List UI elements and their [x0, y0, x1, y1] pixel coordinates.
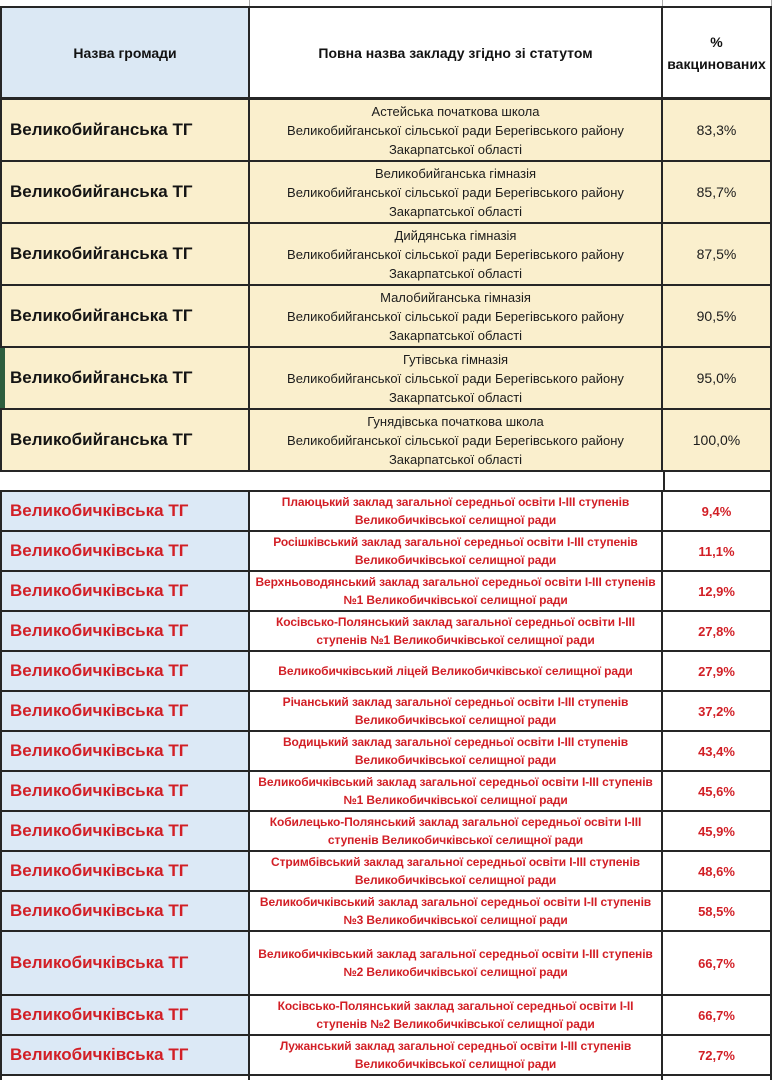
community-name-cell: Великобичківська ТГ [0, 692, 250, 730]
table-row [0, 532, 772, 572]
institution-name-line: Водицький заклад загальної середньої освіти І-ІІІ ступенів [282, 735, 629, 749]
header-row [0, 6, 772, 100]
table-row [0, 286, 772, 348]
institution-name-cell [250, 732, 663, 770]
table-row [0, 492, 772, 532]
community-name-cell: Великобичківська ТГ [0, 572, 250, 610]
table-row [0, 612, 772, 652]
percent-vaccinated-cell: 66,7% [663, 932, 772, 994]
institution-name-line: Косівсько-Полянський заклад загальної середньої освіти І-ІІІ [276, 615, 635, 629]
institution-name-cell [250, 772, 663, 810]
institution-name-line: Закарпатської області [388, 265, 523, 281]
section-velykobychkivska-tg [0, 492, 772, 1076]
table-row [0, 852, 772, 892]
table-row [0, 892, 772, 932]
institution-name-cell [250, 852, 663, 890]
community-name-cell: Великобийганська ТГ [0, 286, 250, 346]
institution-name-line: Великобийганської сільської ради Берегівського району [287, 432, 624, 448]
community-name-cell: Великобичківська ТГ [0, 772, 250, 810]
column-header-institution: Повна назва закладу згідно зі статутом [250, 8, 663, 97]
community-name-cell: Великобичківська ТГ [0, 812, 250, 850]
institution-name-line: Великобийганської сільської ради Берегівського району [287, 308, 624, 324]
cutoff-cell [0, 1076, 250, 1080]
community-name-cell: Великобийганська ТГ [0, 410, 250, 470]
table-row [0, 812, 772, 852]
institution-name-cell [250, 410, 663, 470]
institution-name-line: Великобичківської селищної ради [354, 1057, 557, 1071]
institution-name-line: Великобийганської сільської ради Берегівського району [287, 246, 624, 262]
community-name-cell: Великобийганська ТГ [0, 224, 250, 284]
institution-name-line: Закарпатської області [388, 389, 523, 405]
cutoff-cell [663, 1076, 772, 1080]
institution-name-line: Річанський заклад загальної середньої освіти І-ІІІ ступенів [282, 695, 629, 709]
institution-name-line: Закарпатської області [388, 327, 523, 343]
table-row [0, 224, 772, 286]
institution-name-line: Лужанський заклад загальної середньої освіти І-ІІІ ступенів [279, 1039, 632, 1053]
institution-name-line: Гутівська гімназія [402, 351, 509, 367]
percent-vaccinated-cell: 90,5% [663, 286, 772, 346]
cutoff-cell [250, 1076, 663, 1080]
institution-name-line: Великобичківський заклад загальної середньої освіти І-ІІІ ступенів [258, 775, 653, 789]
percent-vaccinated-cell: 66,7% [663, 996, 772, 1034]
cutoff-cell [0, 0, 250, 6]
percent-vaccinated-cell: 95,0% [663, 348, 772, 408]
community-name-cell: Великобичківська ТГ [0, 996, 250, 1034]
cutoff-row-bottom [0, 1076, 772, 1080]
institution-name-line: Закарпатської області [388, 141, 523, 157]
institution-name-cell [250, 612, 663, 650]
institution-name-cell [250, 532, 663, 570]
institution-name-line: №2 Великобичківської селищної ради [343, 965, 568, 979]
section-velykobyiganska-tg [0, 100, 772, 472]
institution-name-line: Плаюцький заклад загальної середньої освіти І-ІІІ ступенів [281, 495, 630, 509]
community-name-cell: Великобичківська ТГ [0, 852, 250, 890]
institution-name-line: Закарпатської області [388, 203, 523, 219]
institution-name-line: Косівсько-Полянський заклад загальної середньої освіти І-ІІ [277, 999, 634, 1013]
table-row [0, 732, 772, 772]
percent-vaccinated-cell: 9,4% [663, 492, 772, 530]
community-name-cell: Великобийганська ТГ [0, 348, 250, 408]
percent-vaccinated-cell: 83,3% [663, 100, 772, 160]
community-name-cell: Великобичківська ТГ [0, 732, 250, 770]
institution-name-cell [250, 348, 663, 408]
institution-name-line: Великобичківський заклад загальної середньої освіти І-ІІІ ступенів [258, 947, 653, 961]
institution-name-cell [250, 996, 663, 1034]
percent-vaccinated-cell: 48,6% [663, 852, 772, 890]
table-row [0, 996, 772, 1036]
column-header-community: Назва громади [0, 8, 250, 97]
institution-name-line: №1 Великобичківської селищної ради [343, 593, 568, 607]
institution-name-line: Дийдянська гімназія [394, 227, 517, 243]
percent-vaccinated-cell: 12,9% [663, 572, 772, 610]
institution-name-line: Великобийганської сільської ради Берегівського району [287, 370, 624, 386]
institution-name-line: Закарпатської області [388, 451, 523, 467]
percent-vaccinated-cell: 72,7% [663, 1036, 772, 1074]
percent-vaccinated-cell: 27,9% [663, 652, 772, 690]
institution-name-line: Великобийганської сільської ради Берегівського району [287, 184, 624, 200]
cutoff-row-top [0, 0, 772, 6]
table-row [0, 162, 772, 224]
institution-name-line: Верхньоводянський заклад загальної середньої освіти І-ІІІ ступенів [255, 575, 656, 589]
community-name-cell: Великобичківська ТГ [0, 892, 250, 930]
percent-vaccinated-cell: 58,5% [663, 892, 772, 930]
institution-name-line: Гунядівська початкова школа [367, 413, 544, 429]
percent-vaccinated-cell: 100,0% [663, 410, 772, 470]
separator-cell [663, 472, 772, 490]
institution-name-cell [250, 286, 663, 346]
institution-name-line: Великобичківської селищної ради [354, 713, 557, 727]
percent-vaccinated-cell: 85,7% [663, 162, 772, 222]
community-name-cell: Великобичківська ТГ [0, 932, 250, 994]
percent-vaccinated-cell: 45,6% [663, 772, 772, 810]
institution-name-line: Малобийганська гімназія [380, 289, 531, 305]
institution-name-line: Кобилецько-Полянський заклад загальної середньої освіти І-ІІІ [269, 815, 642, 829]
community-name-cell: Великобийганська ТГ [0, 100, 250, 160]
separator-cell [0, 472, 663, 490]
institution-name-cell [250, 692, 663, 730]
table-row [0, 100, 772, 162]
community-name-cell: Великобичківська ТГ [0, 492, 250, 530]
institution-name-line: Великобичківської селищної ради [354, 513, 557, 527]
institution-name-cell [250, 224, 663, 284]
community-name-cell: Великобичківська ТГ [0, 652, 250, 690]
institution-name-line: №3 Великобичківської селищної ради [343, 913, 568, 927]
community-name-cell: Великобичківська ТГ [0, 532, 250, 570]
institution-name-line: Великобичківської селищної ради [354, 553, 557, 567]
table-row [0, 932, 772, 996]
institution-name-line: Стримбівський заклад загальної середньої освіти І-ІІІ ступенів [271, 855, 640, 869]
table-row [0, 410, 772, 472]
institution-name-line: Великобичківської селищної ради [354, 873, 557, 887]
institution-name-cell [250, 812, 663, 850]
percent-vaccinated-cell: 27,8% [663, 612, 772, 650]
institution-name-cell [250, 572, 663, 610]
community-name-cell: Великобичківська ТГ [0, 612, 250, 650]
institution-name-cell [250, 892, 663, 930]
community-name-cell: Великобийганська ТГ [0, 162, 250, 222]
table-row [0, 1036, 772, 1076]
institution-name-line: Великобичківський заклад загальної середньої освіти І-ІІ ступенів [259, 895, 652, 909]
institution-name-line: ступенів Великобичківської селищної ради [327, 833, 584, 847]
institution-name-line: ступенів №1 Великобичківської селищної ради [316, 633, 595, 647]
institution-name-line: Великобичківський ліцей Великобичківської селищної ради [278, 664, 633, 678]
institution-name-line: Росішківський заклад загальної середньої освіти І-ІІІ ступенів [273, 535, 638, 549]
institution-name-line: Великобийганська гімназія [374, 165, 537, 181]
institution-name-cell [250, 932, 663, 994]
institution-name-cell [250, 1036, 663, 1074]
institution-name-cell [250, 492, 663, 530]
institution-name-line: ступенів №2 Великобичківської селищної ради [316, 1017, 595, 1031]
institution-name-cell [250, 162, 663, 222]
table-row [0, 652, 772, 692]
institution-name-cell [250, 652, 663, 690]
community-name-cell: Великобичківська ТГ [0, 1036, 250, 1074]
institution-name-cell [250, 100, 663, 160]
percent-vaccinated-cell: 45,9% [663, 812, 772, 850]
cutoff-cell [250, 0, 663, 6]
institution-name-line: №1 Великобичківської селищної ради [343, 793, 568, 807]
institution-name-line: Великобийганської сільської ради Берегівського району [287, 122, 624, 138]
percent-vaccinated-cell: 87,5% [663, 224, 772, 284]
table-row [0, 692, 772, 732]
table-row [0, 772, 772, 812]
percent-vaccinated-cell: 37,2% [663, 692, 772, 730]
table-row [0, 348, 772, 410]
table-row [0, 572, 772, 612]
column-header-percent-vaccinated: % вакцинованих [663, 8, 772, 97]
cutoff-cell [663, 0, 772, 6]
separator-row [0, 472, 772, 492]
institution-name-line: Астейська початкова школа [371, 103, 540, 119]
percent-vaccinated-cell: 43,4% [663, 732, 772, 770]
percent-vaccinated-cell: 11,1% [663, 532, 772, 570]
institution-name-line: Великобичківської селищної ради [354, 753, 557, 767]
